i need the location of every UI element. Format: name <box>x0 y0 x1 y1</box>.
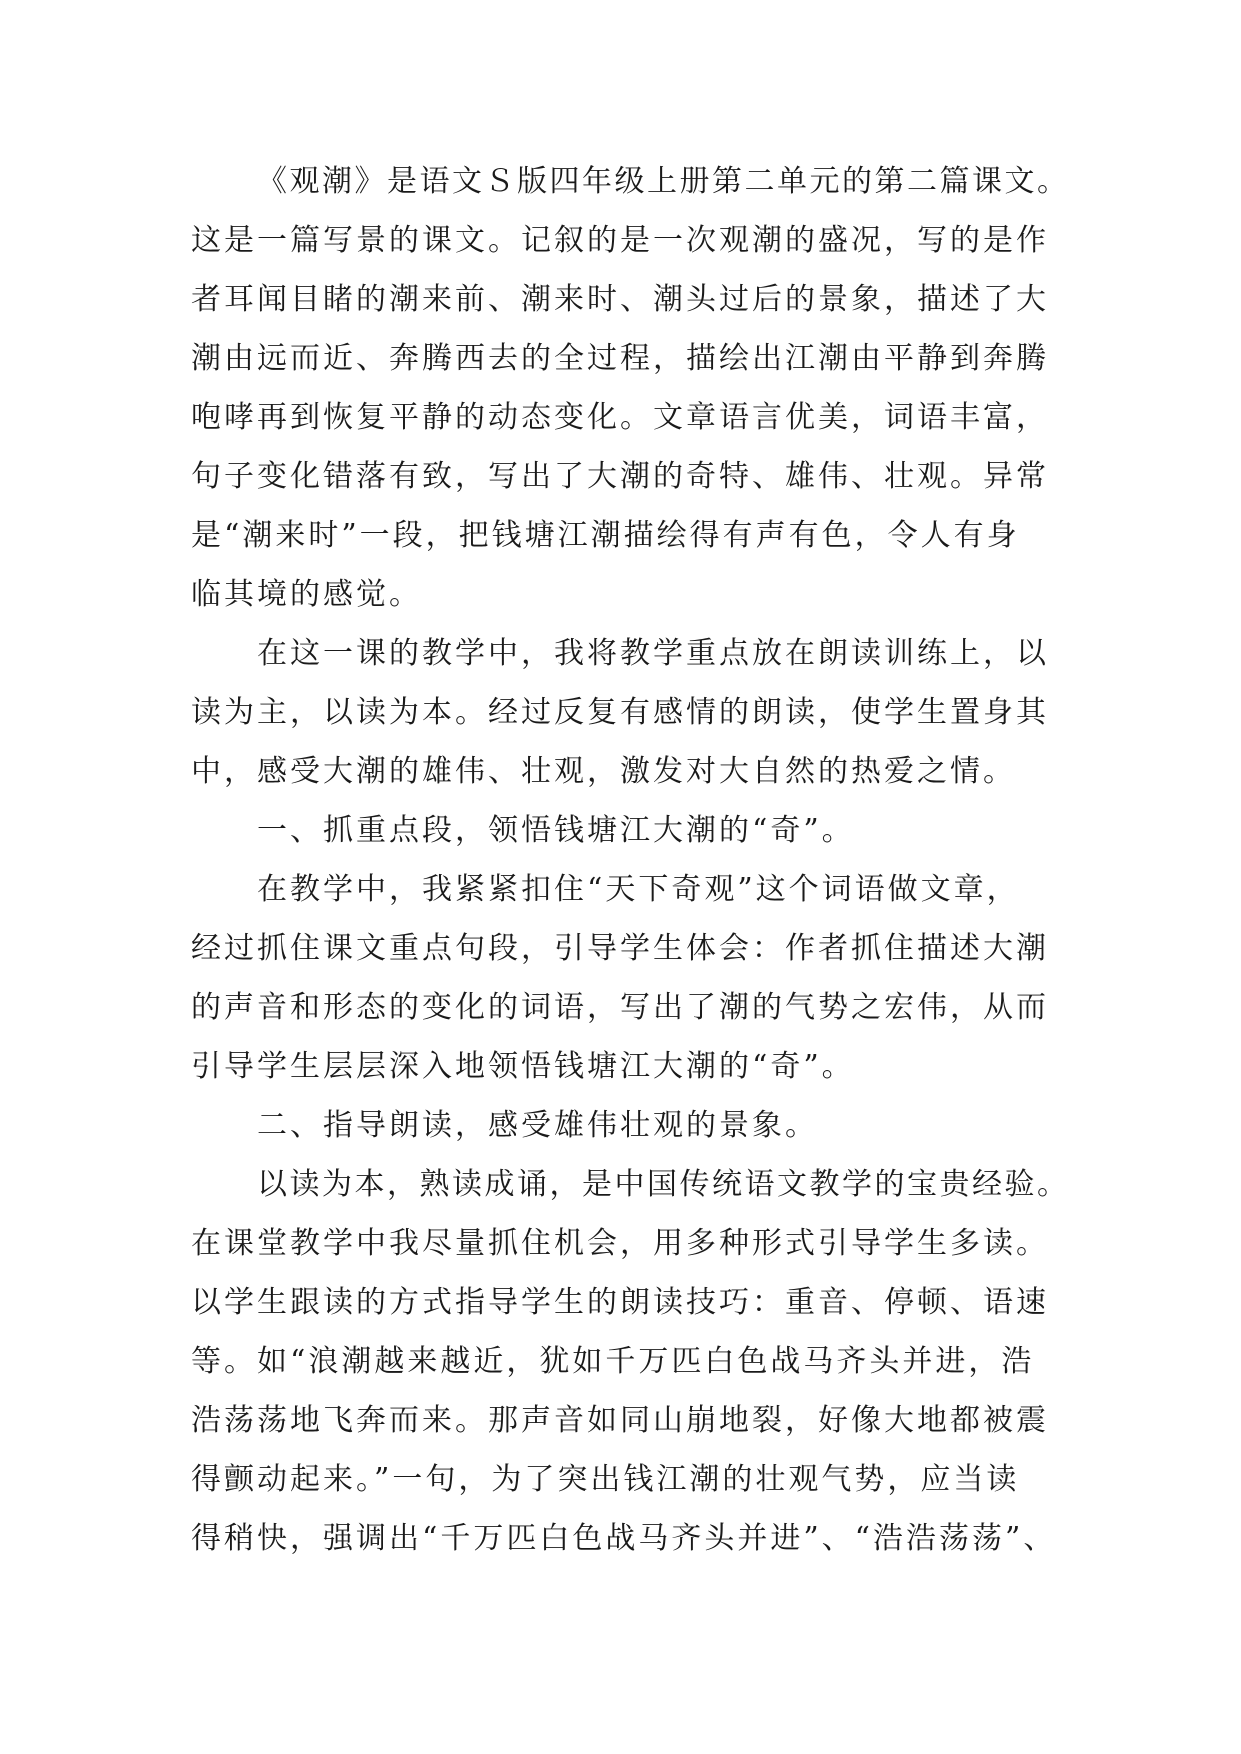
text-line: 经过抓住课文重点句段，引导学生体会：作者抓住描述大潮 <box>191 931 1049 966</box>
text-line: 中，感受大潮的雄伟、壮观，激发对大自然的热爱之情。 <box>191 754 1016 789</box>
text-line: 临其境的感觉。 <box>191 577 422 612</box>
text-line: 在教学中，我紧紧扣住“天下奇观”这个词语做文章， <box>257 872 1020 907</box>
text-line: 咆哮再到恢复平静的动态变化。文章语言优美，词语丰富， <box>191 400 1049 435</box>
text-line: 潮由远而近、奔腾西去的全过程，描绘出江潮由平静到奔腾 <box>191 341 1049 376</box>
text-line: 者耳闻目睹的潮来前、潮来时、潮头过后的景象，描述了大 <box>191 282 1049 317</box>
text-line: 的声音和形态的变化的词语，写出了潮的气势之宏伟，从而 <box>191 990 1049 1025</box>
section-heading: 二、指导朗读，感受雄伟壮观的景象。 <box>257 1108 818 1143</box>
text-line: 以学生跟读的方式指导学生的朗读技巧：重音、停顿、语速 <box>191 1285 1049 1320</box>
text-line: 读为主，以读为本。经过反复有感情的朗读，使学生置身其 <box>191 695 1049 730</box>
text-line: 在这一课的教学中，我将教学重点放在朗读训练上，以 <box>257 636 1049 671</box>
text-line: 得稍快，强调出“千万匹白色战马齐头并进”、“浩浩荡荡”、 <box>191 1521 1057 1556</box>
text-line: 句子变化错落有致，写出了大潮的奇特、雄伟、壮观。异常 <box>191 459 1049 494</box>
text-line: 等。如“浪潮越来越近，犹如千万匹白色战马齐头并进，浩 <box>191 1344 1035 1379</box>
text-line: 引导学生层层深入地领悟钱塘江大潮的“奇”。 <box>191 1049 855 1084</box>
text-line: 在课堂教学中我尽量抓住机会，用多种形式引导学生多读。 <box>191 1226 1049 1261</box>
text-line: 浩荡荡地飞奔而来。那声音如同山崩地裂，好像大地都被震 <box>191 1403 1049 1438</box>
text-line: 《观潮》是语文Ｓ版四年级上册第二单元的第二篇课文。 <box>257 164 1070 199</box>
text-line: 这是一篇写景的课文。记叙的是一次观潮的盛况，写的是作 <box>191 223 1049 258</box>
text-line: 是“潮来时”一段，把钱塘江潮描绘得有声有色，令人有身 <box>191 518 1020 553</box>
section-heading: 一、抓重点段，领悟钱塘江大潮的“奇”。 <box>257 813 855 848</box>
document-body <box>191 152 1071 1568</box>
text-line: 得颤动起来。”一句，为了突出钱江潮的壮观气势，应当读 <box>191 1462 1020 1497</box>
text-line: 以读为本，熟读成诵，是中国传统语文教学的宝贵经验。 <box>257 1167 1070 1202</box>
